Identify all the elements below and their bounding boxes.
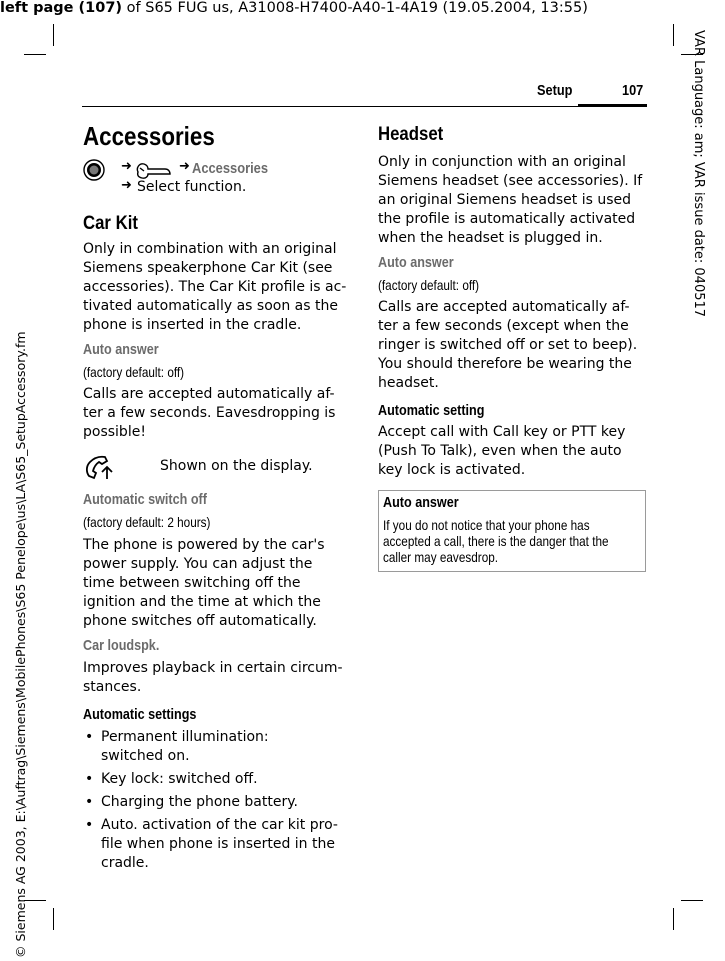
text-line: cradle. bbox=[101, 855, 149, 871]
label-automatic-setting: Automatic setting bbox=[378, 402, 485, 419]
text-line: Siemens speakerphone Car Kit (see bbox=[83, 260, 333, 276]
crop-mark bbox=[673, 24, 674, 46]
auto-answer-display-icon bbox=[83, 452, 119, 482]
text-line: headset. bbox=[378, 375, 439, 391]
factory-default: (factory default: off) bbox=[83, 364, 185, 380]
text-line: Calls are accepted automatically af- bbox=[83, 386, 335, 402]
headset-auto-answer-text bbox=[378, 298, 637, 393]
crop-mark bbox=[24, 54, 46, 55]
text-line: ringer is switched off or set to beep). bbox=[378, 337, 638, 353]
text-line: key lock is activated. bbox=[378, 462, 526, 478]
text-line: ter a few seconds (except when the bbox=[378, 318, 629, 334]
crop-mark bbox=[681, 900, 703, 901]
arrow-icon: ➜ bbox=[121, 159, 132, 174]
text-line: when the headset is plugged in. bbox=[378, 230, 603, 246]
text-line: power supply. You can adjust the bbox=[83, 556, 313, 572]
headset-intro bbox=[378, 153, 642, 248]
list-item bbox=[83, 816, 338, 873]
list-item bbox=[83, 793, 338, 812]
crop-mark bbox=[53, 908, 54, 930]
text-line: caller may eavesdrop. bbox=[383, 549, 499, 565]
action-select-function: Select function. bbox=[137, 179, 247, 195]
side-var-info: VAR Language: am; VAR issue date: 040517 bbox=[691, 30, 706, 318]
heading-car-kit: Car Kit bbox=[83, 212, 138, 234]
side-file-path: © Siemens AG 2003, E:\Auftrag\Siemens\MobilePhones\S65 Penelope\us\LA\S65_SetupAccessory.fm bbox=[13, 331, 28, 958]
loudspk-text bbox=[83, 659, 343, 697]
text-line: You should therefore be wearing the bbox=[378, 356, 632, 372]
label-car-loudspk: Car loudspk. bbox=[83, 637, 160, 654]
text-line: phone switches off automatically. bbox=[83, 613, 317, 629]
switch-off-text bbox=[83, 536, 325, 631]
text-line: • Charging the phone battery. bbox=[101, 794, 298, 810]
section-title-accessories: Accessories bbox=[83, 121, 215, 151]
text-line: possible! bbox=[83, 424, 146, 440]
running-header-section: Setup bbox=[537, 82, 573, 99]
arrow-icon: ➜ bbox=[179, 159, 190, 174]
document-header bbox=[0, 0, 588, 16]
arrow-icon: ➜ bbox=[121, 178, 132, 193]
text-line: If you do not notice that your phone has bbox=[383, 517, 590, 533]
header-rule bbox=[82, 106, 647, 107]
auto-settings-list bbox=[83, 728, 338, 877]
text-line: accepted a call, there is the danger that the bbox=[383, 533, 609, 549]
text-line: Only in combination with an original bbox=[83, 241, 337, 257]
text-line: The phone is powered by the car's bbox=[83, 537, 325, 553]
text-line: (Push To Talk), even when the auto bbox=[378, 443, 622, 459]
text-line: • Key lock: switched off. bbox=[101, 771, 258, 787]
navigation-path bbox=[83, 158, 353, 202]
text-line: Improves playback in certain circum- bbox=[83, 660, 343, 676]
text-line: tivated automatically as soon as the bbox=[83, 298, 338, 314]
text-line: file when phone is inserted in the bbox=[101, 836, 335, 852]
header-doc-info: of S65 FUG us, A31008-H7400-A40-1-4A19 (19.05.2004, 13:55) bbox=[122, 0, 588, 16]
text-line: accessories). The Car Kit profile is ac- bbox=[83, 279, 347, 295]
text-line: phone is inserted in the cradle. bbox=[83, 317, 302, 333]
header-page-ref: left page (107) bbox=[0, 0, 123, 16]
text-line: Calls are accepted automatically af- bbox=[378, 299, 630, 315]
wrench-icon bbox=[135, 158, 171, 180]
note-box-title: Auto answer bbox=[383, 494, 459, 511]
label-auto-answer: Auto answer bbox=[83, 341, 159, 358]
text-line: stances. bbox=[83, 679, 142, 695]
text-line: • Auto. activation of the car kit pro- bbox=[101, 817, 338, 833]
list-item bbox=[83, 770, 338, 789]
list-item bbox=[83, 728, 338, 766]
auto-answer-text bbox=[83, 385, 335, 442]
label-auto-answer: Auto answer bbox=[378, 254, 454, 271]
header-rule-tab bbox=[578, 104, 647, 107]
note-box bbox=[378, 490, 646, 572]
text-line: ignition and the time at which the bbox=[83, 594, 321, 610]
crop-mark bbox=[53, 24, 54, 46]
text-line: the profile is automatically activated bbox=[378, 211, 636, 227]
menu-item-accessories: Accessories bbox=[192, 160, 269, 177]
text-line: • Permanent illumination: bbox=[101, 729, 269, 745]
label-automatic-switch-off: Automatic switch off bbox=[83, 491, 207, 508]
display-note: Shown on the display. bbox=[160, 458, 313, 474]
note-box-text bbox=[383, 517, 609, 565]
text-line: Siemens headset (see accessories). If bbox=[378, 173, 643, 189]
control-key-icon bbox=[83, 159, 105, 181]
car-kit-intro bbox=[83, 240, 358, 335]
text-line: an original Siemens headset is used bbox=[378, 192, 632, 208]
text-line: switched on. bbox=[101, 748, 190, 764]
text-line: ter a few seconds. Eavesdropping is bbox=[83, 405, 336, 421]
heading-headset: Headset bbox=[378, 123, 444, 145]
text-line: time between switching off the bbox=[83, 575, 301, 591]
text-line: Only in conjunction with an original bbox=[378, 154, 626, 170]
running-header-page: 107 bbox=[622, 82, 644, 99]
label-automatic-settings: Automatic settings bbox=[83, 706, 197, 723]
factory-default: (factory default: 2 hours) bbox=[83, 514, 211, 530]
text-line: Accept call with Call key or PTT key bbox=[378, 424, 626, 440]
crop-mark bbox=[673, 908, 674, 930]
factory-default: (factory default: off) bbox=[378, 277, 480, 293]
auto-setting-text bbox=[378, 423, 625, 480]
